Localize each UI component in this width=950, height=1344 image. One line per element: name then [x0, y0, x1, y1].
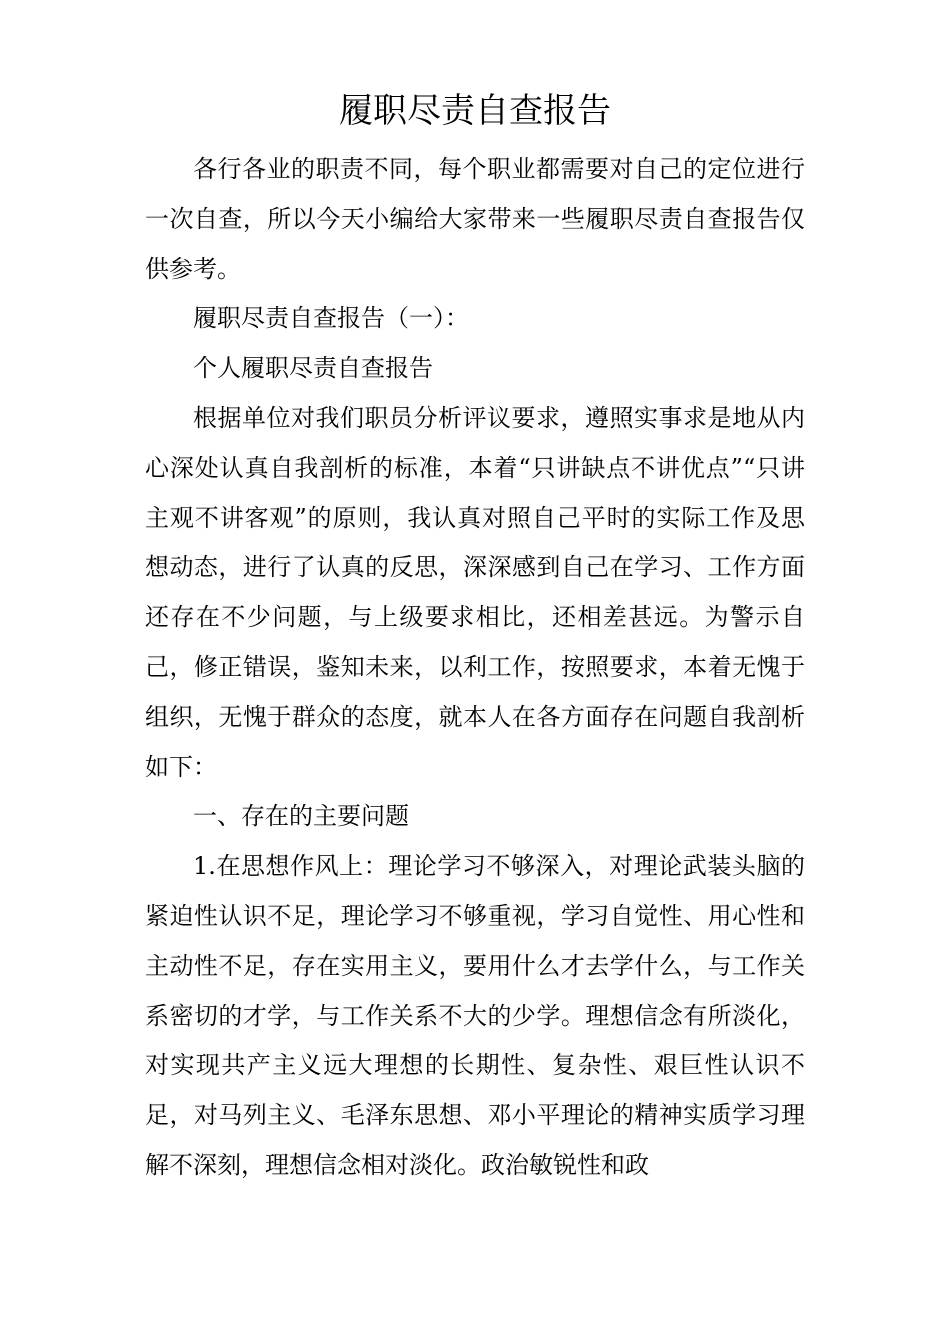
paragraph-problems-heading: 一、存在的主要问题: [193, 802, 409, 831]
document-body: [145, 145, 805, 1191]
document-title: 履职尽责自查报告: [339, 91, 611, 131]
paragraph-ideology-style: 1.在思想作风上：理论学习不够深入，对理论武装头脑的紧迫性认识不足，理论学习不够重视，学习自觉性、用心性和主动性不足，存在实用主义，要用什么才去学什么，与工作关系密切的才学，与工作关系不大的少学。理想信念有所淡化，对实现共产主义远大理想的长期性、复杂性、艰巨性认识不足，对马列主义、毛泽东思想、邓小平理论的精神实质学习理解不深刻，理想信念相对淡化。政治敏锐性和政: [145, 852, 805, 1179]
paragraph-section-heading: 履职尽责自查报告（一）：: [193, 304, 469, 333]
paragraph-intro: 各行各业的职责不同，每个职业都需要对自己的定位进行一次自查，所以今天小编给大家带来一些履职尽责自查报告仅供参考。: [145, 155, 805, 283]
paragraph-self-analysis: 根据单位对我们职员分析评议要求，遵照实事求是地从内心深处认真自我剖析的标准，本着“只讲缺点不讲优点”“只讲主观不讲客观”的原则，我认真对照自己平时的实际工作及思想动态，进行了认真的反思，深深感到自己在学习、工作方面还存在不少问题，与上级要求相比，还相差甚远。为警示自己，修正错误，鉴知未来，以利工作，按照要求，本着无愧于组织，无愧于群众的态度，就本人在各方面存在问题自我剖析如下：: [145, 403, 805, 781]
paragraph-report-title: 个人履职尽责自查报告: [193, 354, 433, 383]
